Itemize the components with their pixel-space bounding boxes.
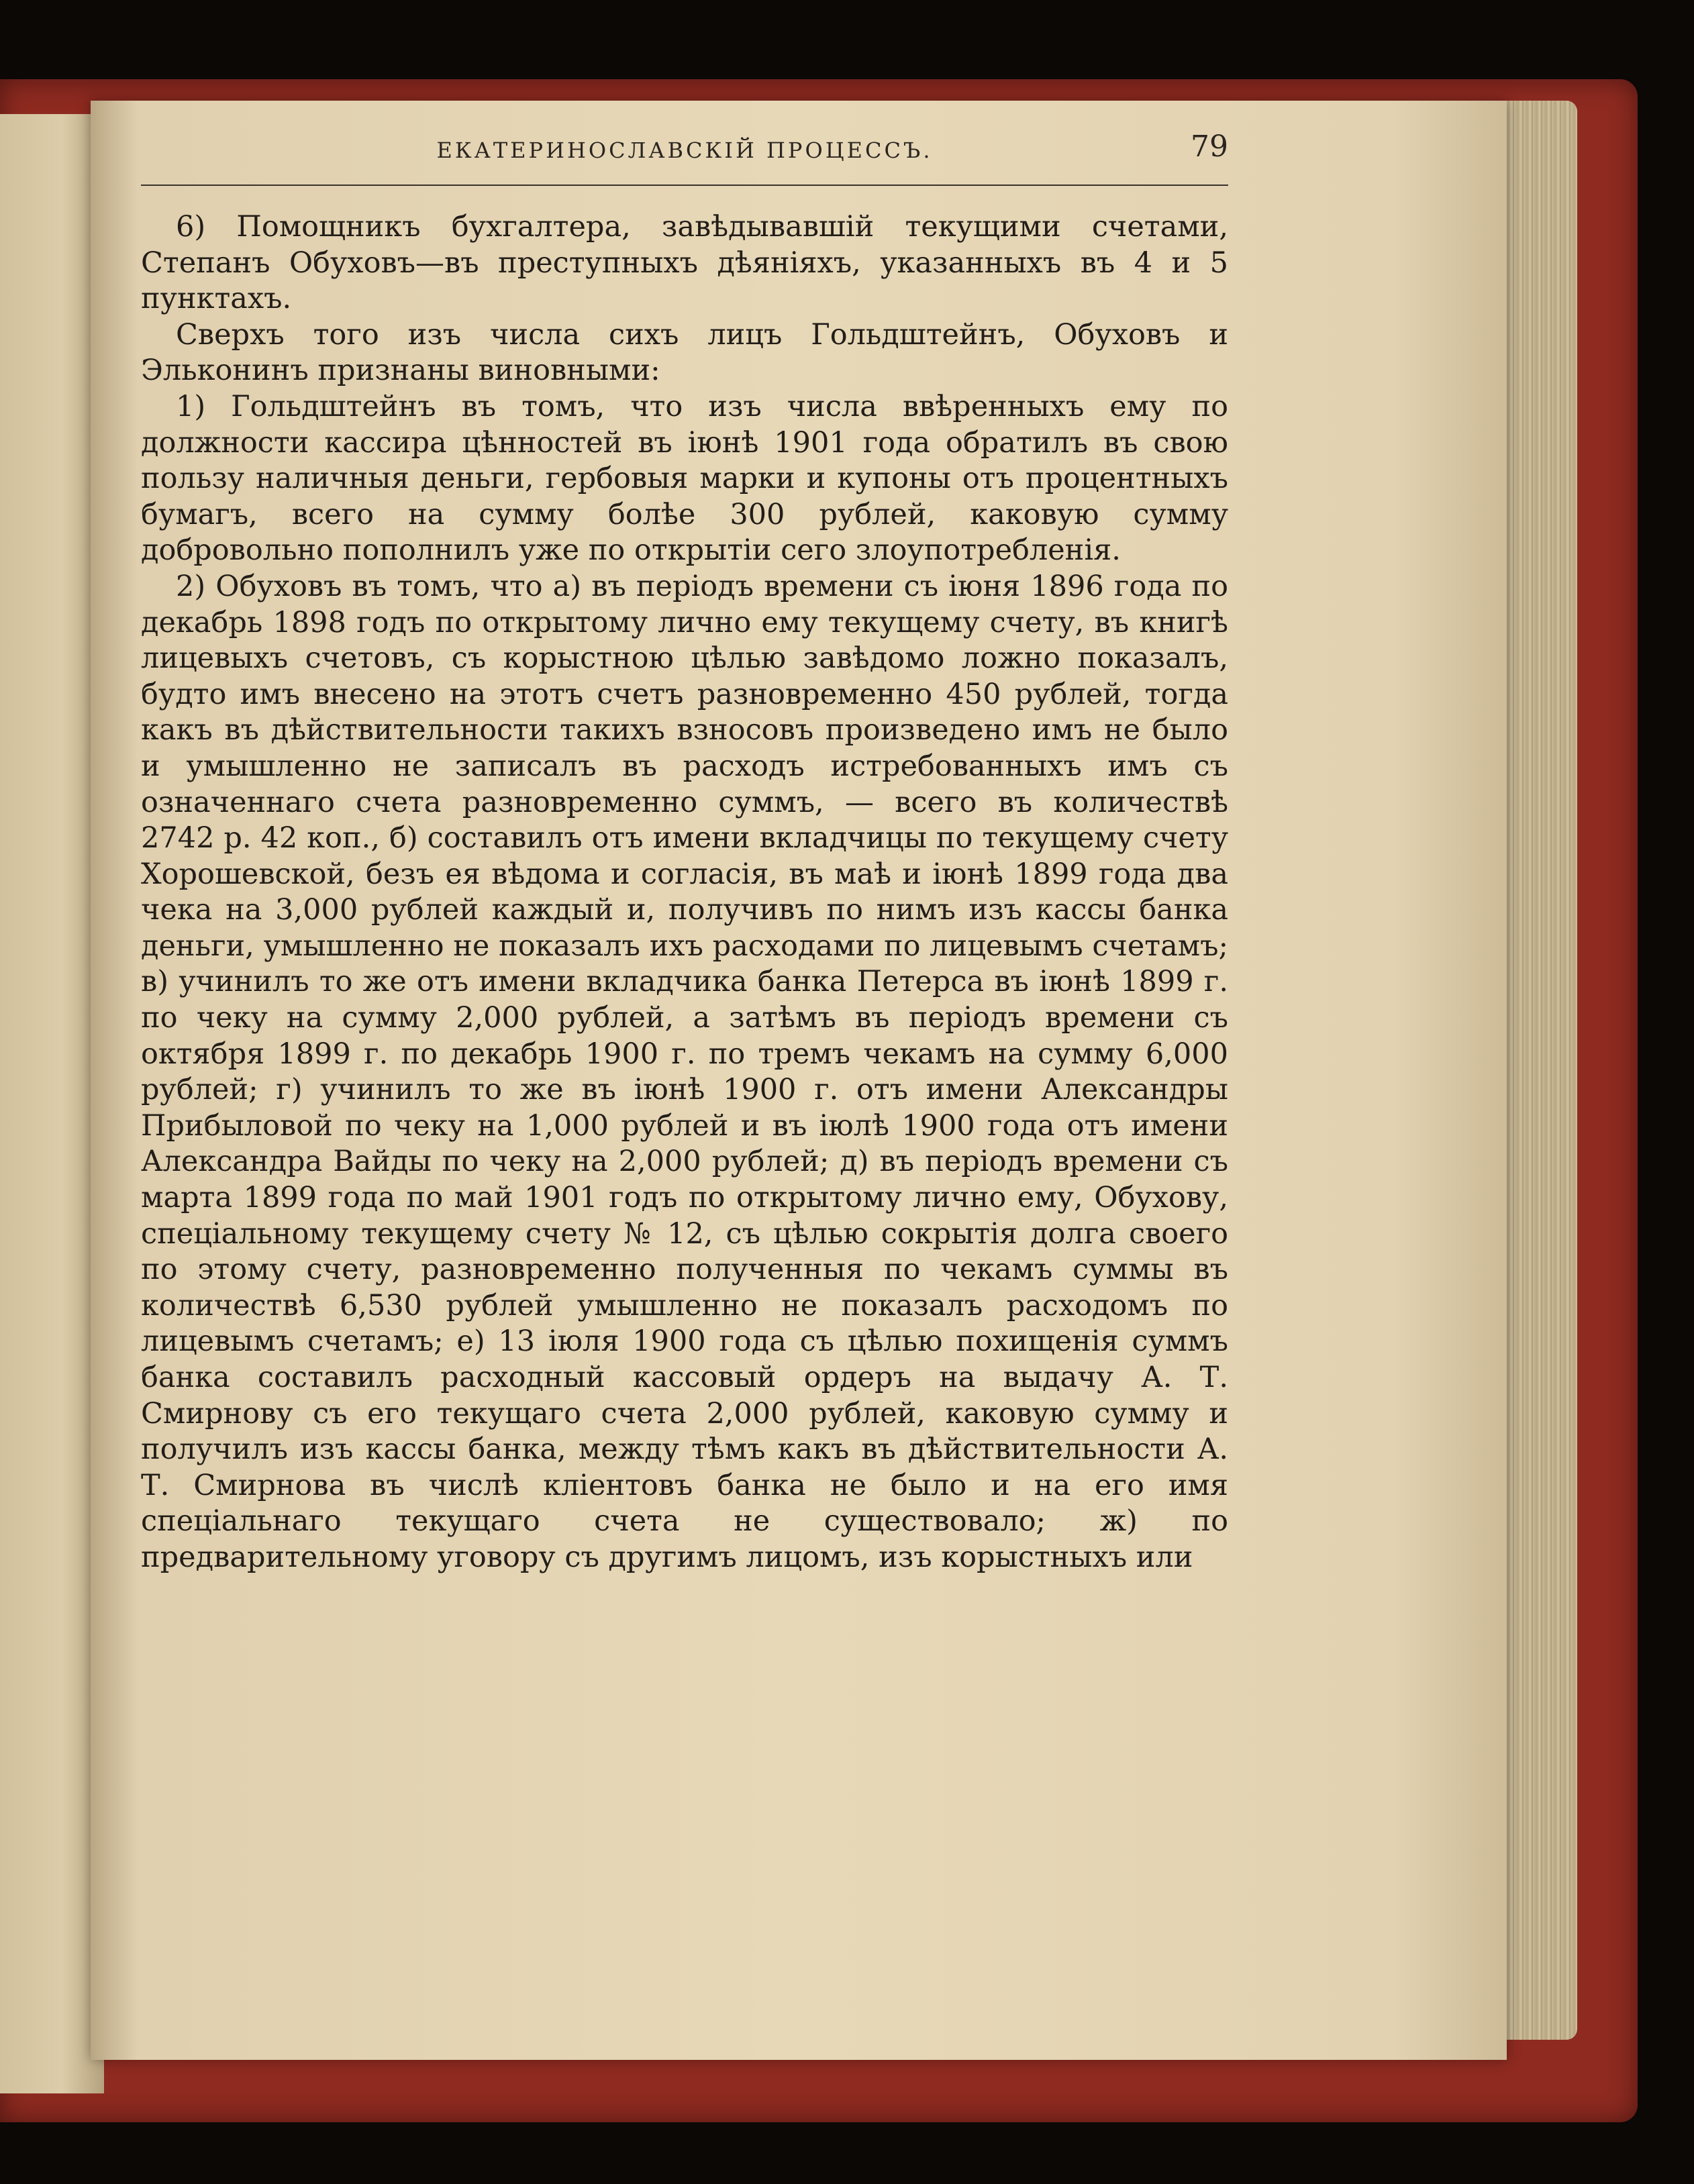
paragraph-item-6: 6) Помощникъ бухгалтера, завѣдывавшій текущими счетами, Степанъ Обуховъ—въ преступныхъ дѣяніяхъ, указанныхъ въ 4 и 5 пунктахъ. [141,210,1228,316]
running-head [141,129,1228,198]
running-title: ЕКАТЕРИНОСЛАВСКІЙ ПРОЦЕССЪ. [436,138,933,163]
paragraph-goldstein: 1) Гольдштейнъ въ томъ, что изъ числа ввѣренныхъ ему по должности кассира цѣнностей въ іюнѣ 1901 года обратилъ въ свою пользу наличныя деньги, гербовыя марки и купоны отъ процентныхъ бумагъ, всего на сумму болѣе 300 рублей, каковую сумму добровольно пополнилъ уже по открытіи сего злоупотребленія. [141,389,1228,568]
header-rule [141,185,1228,186]
page-body [141,209,1228,1576]
paragraph-intro: Сверхъ того изъ числа сихъ лицъ Гольдштейнъ, Обуховъ и Эльконинъ признаны виновными: [141,317,1228,388]
left-facing-page [0,114,104,2093]
paragraph-obukhov: 2) Обуховъ въ томъ, что а) въ періодъ времени съ іюня 1896 года по декабрь 1898 годъ по открытому лично ему текущему счету, въ книгѣ лицевыхъ счетовъ, съ корыстною цѣлью завѣдомо ложно показалъ, будто имъ внесено на этотъ счетъ разновременно 450 рублей, тогда какъ въ дѣйствительности такихъ взносовъ произведено имъ не было и умышленно не записалъ въ расходъ истребованныхъ имъ съ означеннаго счета разновременно суммъ, — всего въ количествѣ 2742 р. 42 коп., б) составилъ отъ имени вкладчицы по текущему счету Хорошевской, безъ ея вѣдома и согласія, въ маѣ и іюнѣ 1899 года два чека на 3,000 рублей каждый и, получивъ по нимъ изъ кассы банка деньги, умышленно не показалъ ихъ расходами по лицевымъ счетамъ; в) учинилъ то же отъ имени вкладчика банка Петерса въ іюнѣ 1899 г. по чеку на сумму 2,000 рублей, а затѣмъ въ періодъ времени съ октября 1899 г. по декабрь 1900 г. по тремъ чекамъ на сумму 6,000 рублей; г) учинилъ то же въ іюнѣ 1900 г. отъ имени Александры Прибыловой по чеку на 1,000 рублей и въ іюлѣ 1900 года отъ имени Александра Вайды по чеку на 2,000 рублей; д) въ періодъ времени съ марта 1899 года по май 1901 годъ по открытому лично ему, Обухову, спеціальному текущему счету № 12, съ цѣлью сокрытія долга своего по этому счету, разновременно полученныя по чекамъ суммы въ количествѣ 6,530 рублей умышленно не показалъ расходомъ по лицевымъ счетамъ; е) 13 іюля 1900 года съ цѣлью похищенія суммъ банка составилъ расходный кассовый ордеръ на выдачу А. Т. Смирнову съ его текущаго счета 2,000 рублей, каковую сумму и получилъ изъ кассы банка, между тѣмъ какъ въ дѣйствительности А. Т. Смирнова въ числѣ кліентовъ банка не было и на его имя спеціальнаго текущаго счета не существовало; ж) по предварительному уговору съ другимъ лицомъ, изъ корыстныхъ или [141,569,1228,1574]
page-number: 79 [1191,129,1228,164]
